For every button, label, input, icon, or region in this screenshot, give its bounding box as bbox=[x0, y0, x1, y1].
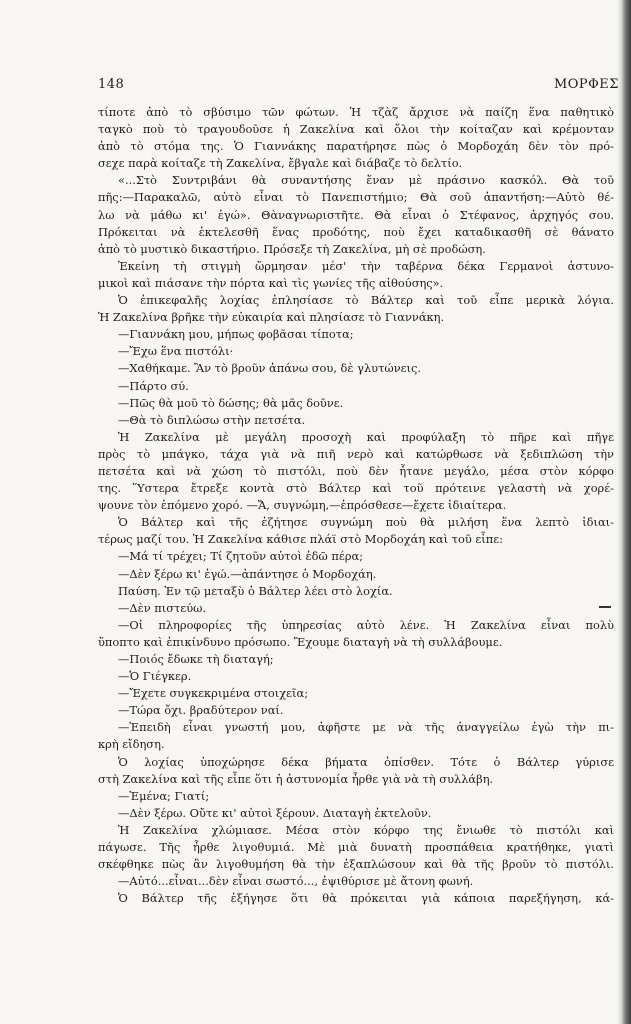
running-title: ΜΟΡΦΕΣ bbox=[553, 77, 619, 92]
body-text bbox=[98, 104, 614, 907]
text-line: —Δὲν ξέρω. Οὔτε κι' αὐτοὶ ξέρουν. Διαταγὴ ἐκτελοῦν. bbox=[118, 805, 432, 820]
text-line: —Τώρα ὄχι. βραδύτερον ναί. bbox=[118, 703, 284, 718]
text-line: —Ἐμένα; Γιατί; bbox=[118, 788, 210, 803]
text-line: —Αὐτό...εἶναι...δὲν εἶναι σωστό..., ἐψιθύρισε μὲ ἄτονη φωνή. bbox=[118, 874, 474, 889]
text-line: —Πῶς θὰ μοῦ τὸ δώσης; θὰ μᾶς δοῦνε. bbox=[118, 395, 344, 410]
text-line: Ὁ λοχίας ὑποχώρησε δέκα βήματα ὀπίσθεν. Τότε ὁ Βάλτερ γύρισε bbox=[118, 754, 614, 769]
text-line: Ἡ Ζακελίνα χλώμιασε. Μέσα στὸν κόρφο της ἔνιωθε τὸ πιστόλι καὶ bbox=[118, 822, 614, 837]
text-line: —Μά τί τρέχει; Τί ζητοῦν αὐτοὶ ἐδῶ πέρα; bbox=[118, 549, 364, 564]
text-line: στὴ Ζακελίνα καὶ τῆς εἶπε ὅτι ἡ ἀστυνομία ἦρθε γιὰ νὰ τὴ συλλάβη. bbox=[98, 771, 494, 786]
page-number: 148 bbox=[98, 77, 125, 92]
text-line: Πρόκειται νὰ ἐκτελεσθῆ ἕνας προδότης, ποὺ ἔχει καταδικασθῆ σὲ θάνατο bbox=[98, 224, 614, 239]
text-line: ἀπὸ τὸ στόμα της. Ὁ Γιαννάκης παρατήρησε πὼς ὁ Μορδοχάη δὲν τὸν πρό- bbox=[98, 139, 614, 154]
text-line: σεχε παρὰ κοίταζε τὴ Ζακελίνα, ἔβγαλε καὶ διάβαζε τὸ δελτίο. bbox=[98, 156, 463, 171]
text-line: —Γιαννάκη μου, μήπως φοβᾶσαι τίποτα; bbox=[118, 327, 354, 342]
text-line: —Χαθήκαμε. Ἂν τὸ βροῦν ἀπάνω σου, δὲ γλυτώνεις. bbox=[118, 361, 421, 376]
text-line: —Οἱ πληροφορίες τῆς ὑπηρεσίας αὐτὸ λένε. Ἡ Ζακελίνα εἶναι πολὺ bbox=[118, 617, 614, 632]
text-line: ἀπὸ τὸ μυστικὸ δικαστήριο. Πρόσεξε τὴ Ζακελίνα, μὴ σὲ προδώση. bbox=[98, 241, 486, 256]
text-line: πῆς:—Παρακαλῶ, αὐτὸ εἶναι τὸ Πανεπιστήμιο; Θὰ σοῦ ἀπαντήση:—Αὐτὸ θέ- bbox=[98, 190, 614, 205]
page-header bbox=[98, 77, 619, 95]
text-line: λω νὰ μάθω κι' ἐγώ». Θὰναγνωριστῆτε. Θὰ εἶναι ὁ Στέφανος, ἀρχηγός σου. bbox=[98, 207, 614, 222]
text-line: της. Ὕστερα ἔτρεξε κοντὰ στὸ Βάλτερ καὶ τοῦ πρότεινε γελαστὴ νὰ χορέ- bbox=[98, 481, 614, 496]
text-line: —Ἐπειδὴ εἶναι γνωστή μου, ἀφῆστε με νὰ τῆς ἀναγγείλω ἐγὼ τὴν πι- bbox=[118, 720, 614, 735]
text-line: σκέφθηκε πὼς ἂν λιγοθυμήση θὰ τὴν ἐξαπλώσουν καὶ θὰ τῆς βροῦν τὸ πιστόλι. bbox=[98, 857, 614, 872]
text-line: —Ἔχω ἕνα πιστόλι· bbox=[118, 344, 234, 359]
text-line: «...Στὸ Συντριβάνι θὰ συναντήσης ἕναν μὲ πράσινο κασκόλ. Θὰ τοῦ bbox=[118, 173, 614, 188]
text-line: Παύση. Ἐν τῷ μεταξὺ ὁ Βάλτερ λέει στὸ λοχία. bbox=[118, 583, 393, 598]
text-line: πάγωσε. Τῆς ἦρθε λιγοθυμιά. Μὲ μιὰ δυνατὴ προσπάθεια κρατήθηκε, γιατὶ bbox=[98, 840, 614, 855]
text-line: Ἐκείνη τὴ στιγμὴ ὥρμησαν μέσ' τὴν ταβέρνα δέκα Γερμανοὶ ἀστυνο- bbox=[118, 258, 614, 273]
text-line: —Ὁ Γιέγκερ. bbox=[118, 669, 192, 684]
text-line: —Ἔχετε συγκεκριμένα στοιχεῖα; bbox=[118, 686, 309, 701]
margin-mark bbox=[599, 606, 611, 608]
text-line: —Δὲν πιστεύω. bbox=[118, 600, 207, 615]
text-line: Ὁ ἐπικεφαλῆς λοχίας ἐπλησίασε τὸ Βάλτερ καὶ τοῦ εἶπε μερικὰ λόγια. bbox=[118, 293, 614, 308]
text-line: Ὁ Βάλτερ καὶ τῆς ἐζήτησε συγνώμη ποὺ θὰ μιλήση ἕνα λεπτὸ ἰδιαι- bbox=[118, 515, 614, 530]
text-line: τίποτε ἀπὸ τὸ σβύσιμο τῶν φώτων. Ἡ τζὰζ ἄρχισε νὰ παίζη ἕνα παθητικὸ bbox=[98, 105, 614, 119]
text-line: ψουνε τὸν ἑπόμενο χορό. —Ἄ, συγνώμη,—ἐπρόσθεσε—ἔχετε ἰδιαίτερα. bbox=[98, 498, 507, 513]
text-line: —Θὰ τὸ διπλώσω στὴν πετσέτα. bbox=[118, 412, 306, 427]
text-line: πετσέτα καὶ νὰ χώση τὸ πιστόλι, ποὺ δὲν ἦτανε μεγάλο, μέσα στὸν κόρφο bbox=[98, 463, 614, 478]
text-line: Ἡ Ζακελίνα μὲ μεγάλη προσοχὴ καὶ προφύλαξη τὸ πῆρε καὶ πῆγε bbox=[118, 429, 614, 444]
text-line: ὕποπτο καὶ ἐπικίνδυνο πρόσωπο. Ἔχουμε διαταγὴ νὰ τὴ συλλάβουμε. bbox=[98, 634, 503, 649]
book-spine-shadow bbox=[617, 0, 631, 1024]
text-line: —Ποιός ἔδωκε τὴ διαταγή; bbox=[118, 652, 274, 666]
text-line: μικοὶ καὶ πιάσανε τὴν πόρτα καὶ τὶς γωνίες τῆς αἰθούσης». bbox=[98, 275, 444, 290]
text-line: —Πάρτο σύ. bbox=[118, 378, 189, 393]
text-line: ταγκὸ ποὺ τὸ τραγουδοῦσε ἡ Ζακελίνα καὶ ὅλοι τὴν κοίταζαν καὶ κρέμονταν bbox=[98, 122, 614, 137]
text-line: τέρως μαζί του. Ἡ Ζακελίνα κάθισε πλάϊ στὸ Μορδοχάη καὶ τοῦ εἶπε: bbox=[98, 532, 503, 547]
text-line: —Δὲν ξέρω κι' ἐγώ.—ἀπάντησε ὁ Μορδοχάη. bbox=[118, 566, 377, 581]
text-line: Ἡ Ζακελίνα βρῆκε τὴν εὐκαιρία καὶ πλησίασε τὸ Γιαννάκη. bbox=[98, 310, 445, 325]
text-line: κρὴ εἴδηση. bbox=[98, 737, 165, 752]
text-line: πρὸς τὸ μπάγκο, τάχα γιὰ νὰ πιῆ νερὸ καὶ κατώρθωσε νὰ ξεδιπλώση τὴν bbox=[98, 446, 614, 461]
text-line: Ὁ Βάλτερ τῆς ἐξήγησε ὅτι θὰ πρόκειται γιὰ κάποια παρεξήγηση, κά- bbox=[118, 891, 614, 906]
